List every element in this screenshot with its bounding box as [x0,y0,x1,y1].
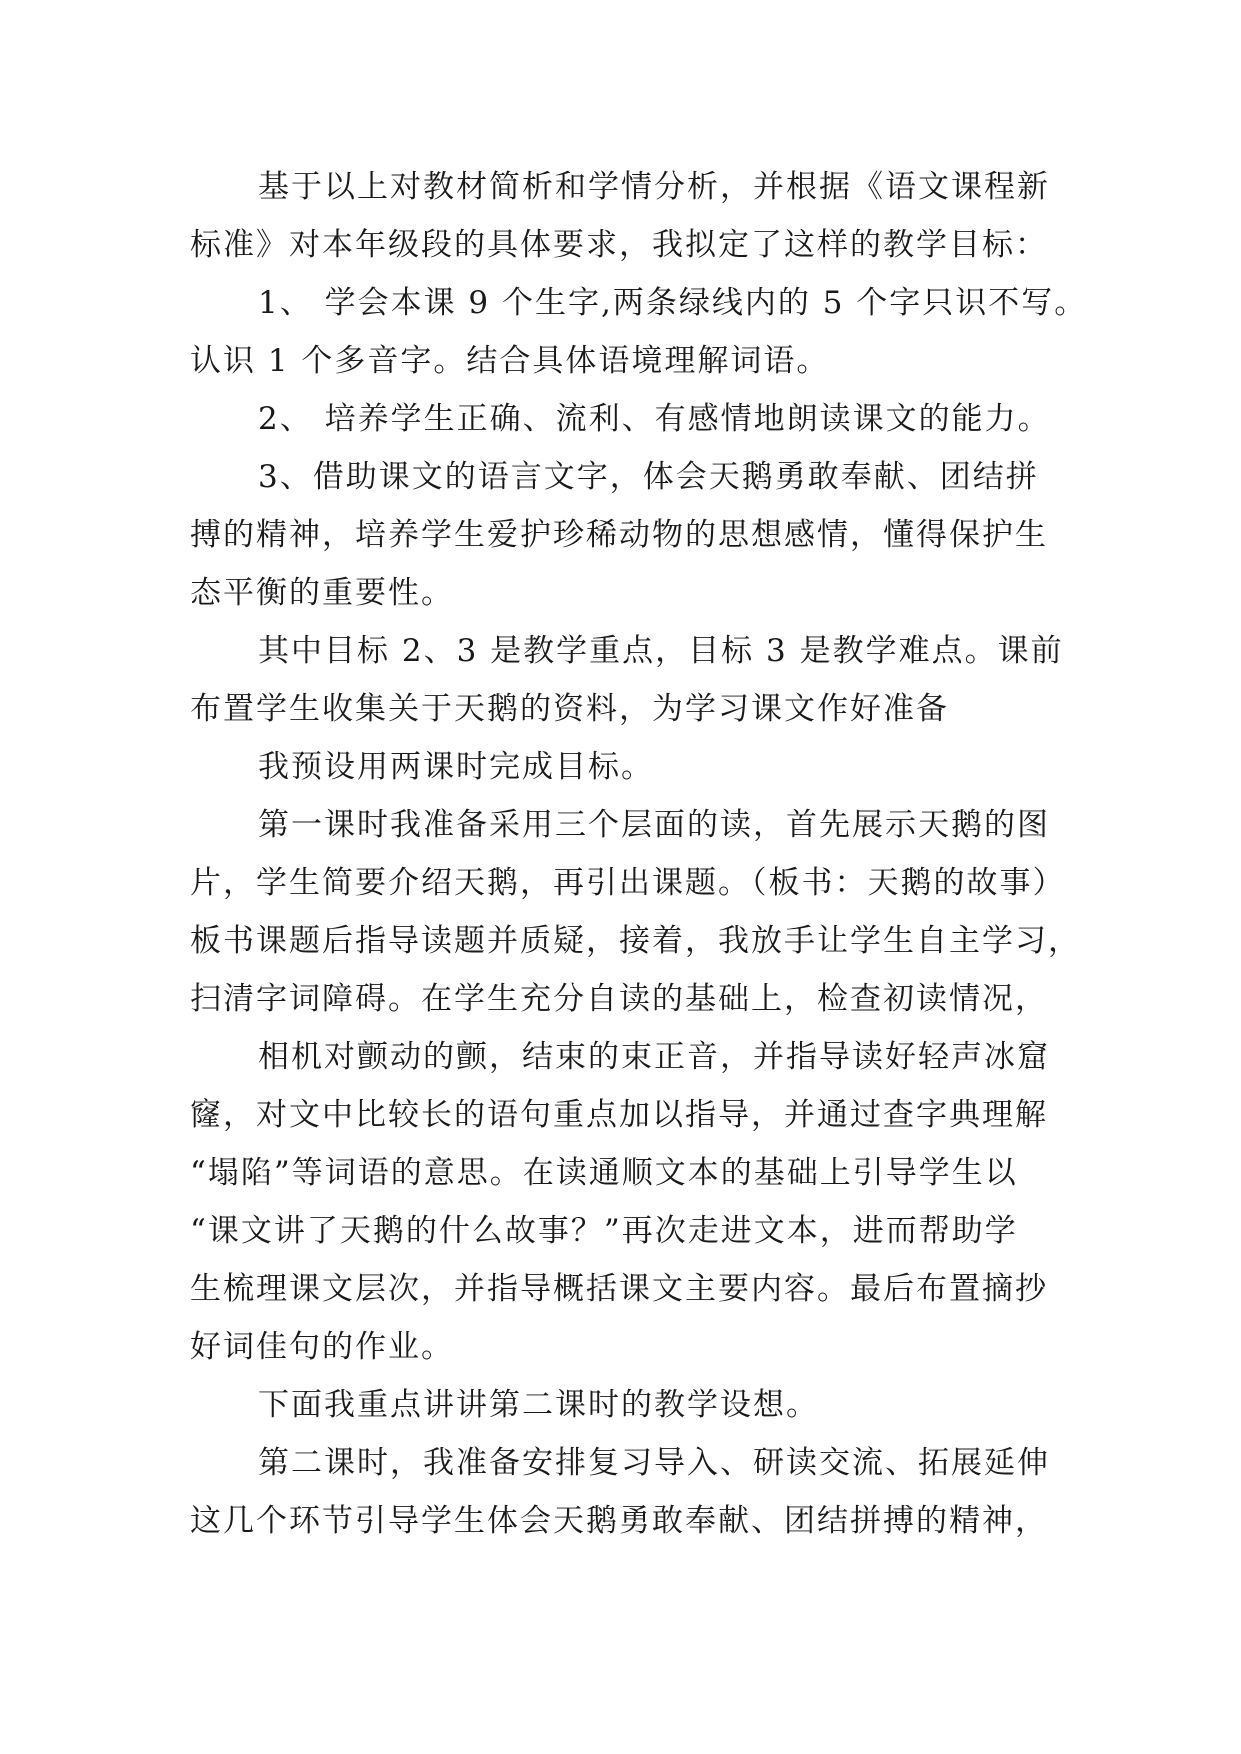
text-line: 1、 学会本课 9 个生字,两条绿线内的 5 个字只识不写。 [258,285,1088,321]
text-line: 其中目标 2、3 是教学重点，目标 3 是教学难点。课前 [258,633,1064,669]
text-line: 认识 1 个多音字。结合具体语境理解词语。 [190,343,830,379]
text-line: 相机对颤动的颤，结束的束正音，并指导读好轻声冰窟 [258,1039,1050,1075]
paragraph-goal-1 [190,274,1088,390]
text-line: 窿，对文中比较长的语句重点加以指导，并通过查字典理解 [190,1097,1048,1133]
text-line: 布置学生收集关于天鹅的资料，为学习课文作好准备 [190,691,949,727]
text-line: 标准》对本年级段的具体要求，我拟定了这样的教学目标： [190,227,1048,263]
text-line: 态平衡的重要性。 [190,575,454,611]
text-line: 2、 培养学生正确、流利、有感情地朗读课文的能力。 [258,401,1051,437]
paragraph-goal-3 [190,448,1060,622]
text-line: 第二课时，我准备安排复习导入、研读交流、拓展延伸 [258,1445,1050,1481]
paragraph-schedule [190,738,1060,796]
paragraph-lesson-2-intro [190,1376,1060,1434]
text-line: 片，学生简要介绍天鹅，再引出课题。（板书：天鹅的故事） [190,865,1066,901]
paragraph-intro [190,158,1060,274]
text-line: 生梳理课文层次，并指导概括课文主要内容。最后布置摘抄 [190,1271,1048,1307]
text-line: 板书课题后指导读题并质疑，接着，我放手让学生自主学习， [190,923,1081,959]
text-line: 这几个环节引导学生体会天鹅勇敢奉献、团结拼搏的精神， [190,1503,1048,1539]
text-line: 好词佳句的作业。 [190,1329,454,1365]
text-line: 3、借助课文的语言文字，体会天鹅勇敢奉献、团结拼 [258,459,1039,495]
text-line: 我预设用两课时完成目标。 [258,749,654,785]
paragraph-lesson-2 [190,1434,1060,1550]
text-line: 扫清字词障碍。在学生充分自读的基础上，检查初读情况， [190,981,1048,1017]
paragraph-goal-2 [190,390,1060,448]
paragraph-lesson-1 [190,796,1081,1028]
paragraph-key-points [190,622,1064,738]
document-body [190,158,1088,1550]
text-line: 基于以上对教材简析和学情分析，并根据《语文课程新 [258,169,1050,205]
text-line: “课文讲了天鹅的什么故事？”再次走进文本，进而帮助学 [190,1213,1018,1249]
paragraph-pronunciation [190,1028,1060,1376]
text-line: 第一课时我准备采用三个层面的读，首先展示天鹅的图 [258,807,1050,843]
text-line: 搏的精神，培养学生爱护珍稀动物的思想感情，懂得保护生 [190,517,1048,553]
text-line: “塌陷”等词语的意思。在读通顺文本的基础上引导学生以 [190,1155,1018,1191]
text-line: 下面我重点讲讲第二课时的教学设想。 [258,1387,819,1423]
